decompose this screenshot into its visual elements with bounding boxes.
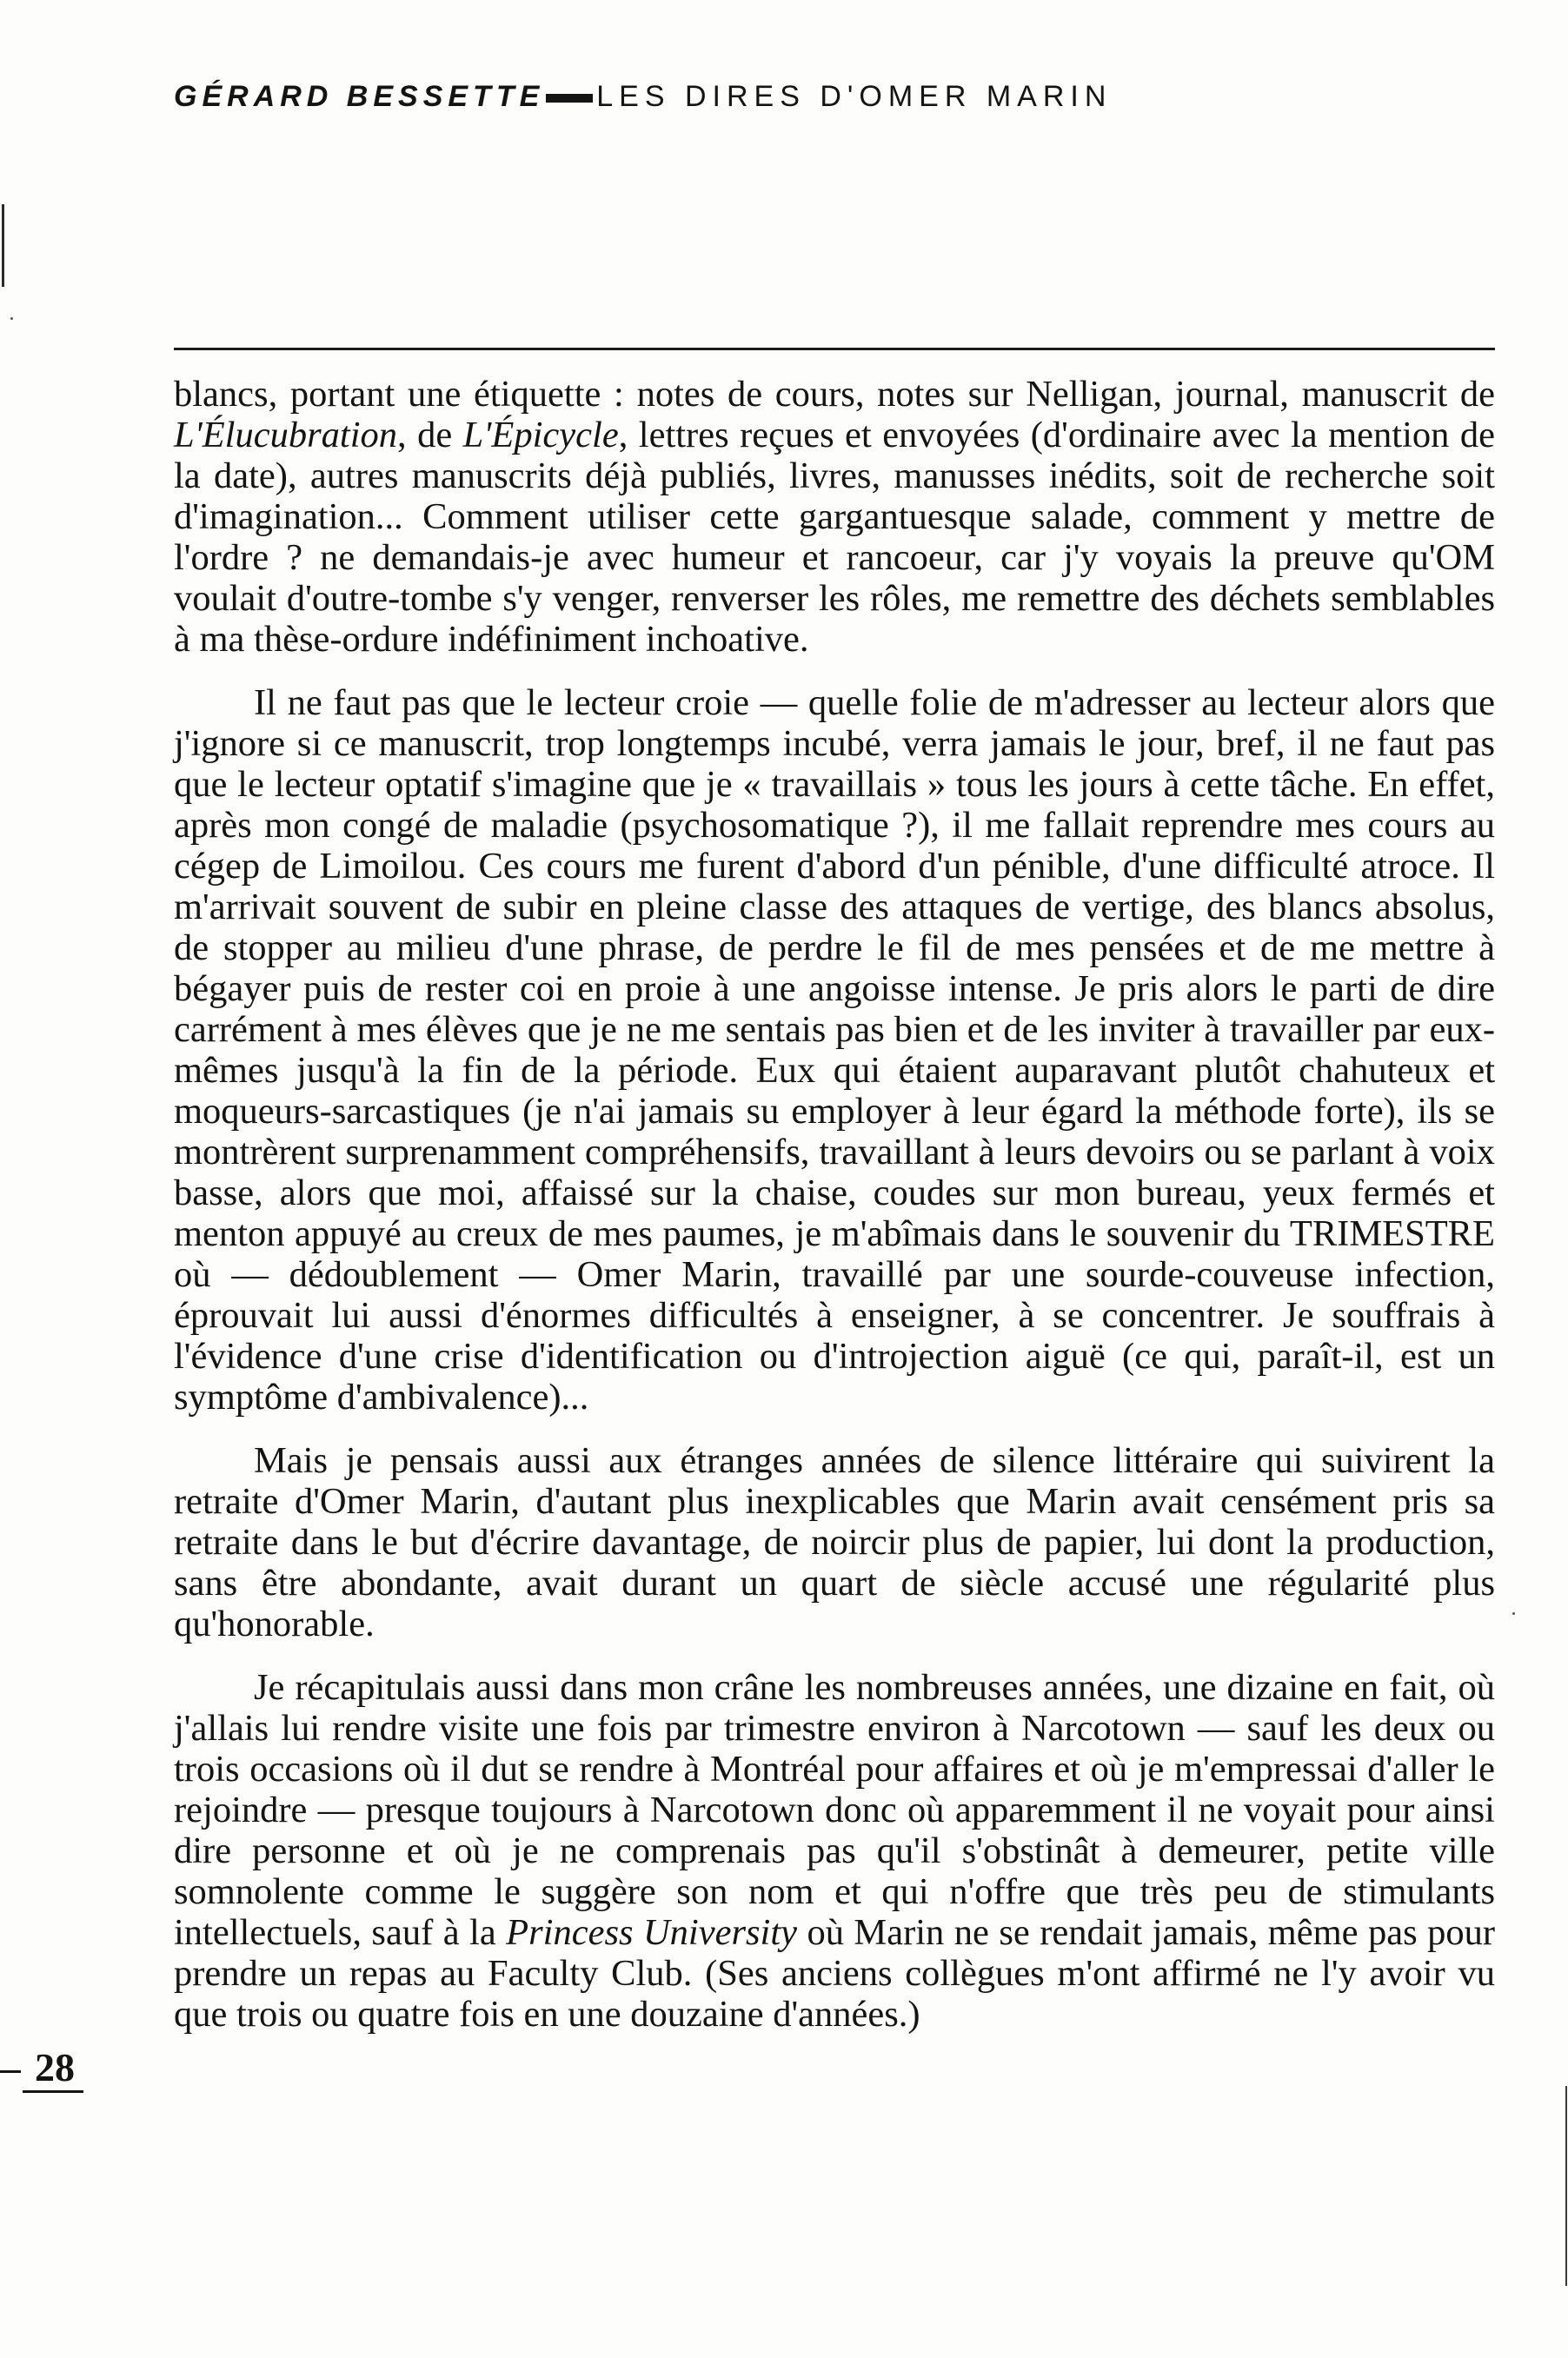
paragraph-2: Il ne faut pas que le lecteur croie — quelle folie de m'adresser au lecteur alors que j'ignore si ce manuscrit, trop longtemps incubé, verra jamais le jour, bref, il ne faut pas que le lecteur optatif s'imagine que je « travaillais » tous les jours à cette tâche. En effet, après mon congé de maladie (psychosomatique ?), il me fallait reprendre mes cours au cégep de Limoilou. Ces cours me furent d'abord d'un pénible, d'une difficulté atroce. Il m'arrivait souvent de subir en pleine classe des attaques de vertige, des blancs absolus, de stopper au milieu d'une phrase, de perdre le fil de mes pensées et de me mettre à bégayer puis de rester coi en proie à une angoisse intense. Je pris alors le parti de dire carrément à mes élèves que je ne me sentais pas bien et de les inviter à travailler par eux-mêmes jusqu'à la fin de la période. Eux qui étaient auparavant plutôt chahuteux et moqueurs-sarcastiques (je n'ai jamais su employer à leur égard la méthode forte), ils se montrèrent surprenamment compréhensifs, travaillant à leurs devoirs ou se parlant à voix basse, alors que moi, affaissé sur la chaise, coudes sur mon bureau, yeux fermés et menton appuyé au creux de mes paumes, je m'abîmais dans le souvenir du TRIMESTRE où — dédoublement — Omer Marin, travaillé par une sourde-couveuse infection, éprouvait lui aussi d'énormes difficultés à enseigner, à se concentrer. Je souffrais à l'évidence d'une crise d'identification ou d'introjection aiguë (ce qui, paraît-il, est un symptôme d'ambivalence)... — [174, 682, 1495, 1418]
title-epicycle: L'Épicycle — [462, 415, 619, 455]
scan-edge-tick — [1565, 2086, 1567, 2286]
scan-speck — [10, 317, 13, 320]
paragraph-4-text-a: Je récapitulais aussi dans mon crâne les nombreuses années, une dizaine en fait, où j'allais lui rendre visite une fois par trimestre environ à Narcotown — sauf les deux ou trois occasions où il dut se rendre à Montréal pour affaires et où je m'empressai d'aller le rejoindre — presque toujours à Narcotown donc où apparemment il ne voyait pour ainsi dire personne et où je ne comprenais pas qu'il s'obstinât à demeurer, petite ville somnolente comme le suggère son nom et qui n'offre que très peu de stimulants intellectuels, sauf à la — [174, 1667, 1495, 1953]
paragraph-4-text-b: où Marin ne se rendait jamais, même pas pour prendre un repas au Faculty Club. (Ses anciens collègues m'ont affirmé ne l'y avoir vu que trois ou quatre fois en une douzaine d'années.) — [174, 1912, 1495, 2035]
page-number-value: 28 — [23, 2045, 83, 2093]
header-author: GÉRARD BESSETTE — [174, 80, 545, 113]
running-header — [174, 80, 1112, 114]
paragraph-1 — [174, 374, 1495, 660]
paragraph-4 — [174, 1667, 1495, 2035]
paragraph-1-text-a: blancs, portant une étiquette : notes de cours, notes sur Nelligan, journal, manuscrit de — [174, 374, 1495, 415]
header-rule — [174, 348, 1495, 350]
paragraph-1-text-b: , de — [397, 415, 463, 455]
header-separator-bar — [546, 94, 593, 103]
scan-edge-mark — [2, 204, 4, 287]
body-text — [174, 374, 1495, 2057]
scan-speck — [1512, 1612, 1515, 1615]
title-elucubration: L'Élucubration — [174, 415, 398, 455]
folio-dash — [0, 2070, 21, 2073]
page-number — [0, 2044, 83, 2093]
paragraph-1-text-c: , lettres reçues et envoyées (d'ordinaire avec la mention de la date), autres manuscrits déjà publiés, livres, manusses inédits, soit de recherche soit d'imagination... Comment utiliser cette gargantuesque salade, comment y mettre de l'ordre ? ne demandais-je avec humeur et rancoeur, car j'y voyais la preuve qu'OM voulait d'outre-tombe s'y venger, renverser les rôles, me remettre des déchets semblables à ma thèse-ordure indéfiniment inchoative. — [174, 415, 1495, 660]
princess-university: Princess University — [506, 1912, 798, 1953]
header-book-title: LES DIRES D'OMER MARIN — [596, 80, 1113, 113]
paragraph-3: Mais je pensais aussi aux étranges années de silence littéraire qui suivirent la retraite d'Omer Marin, d'autant plus inexplicables que Marin avait censément pris sa retraite dans le but d'écrire davantage, de noircir plus de papier, lui dont la production, sans être abondante, avait durant un quart de siècle accusé une régularité plus qu'honorable. — [174, 1440, 1495, 1644]
